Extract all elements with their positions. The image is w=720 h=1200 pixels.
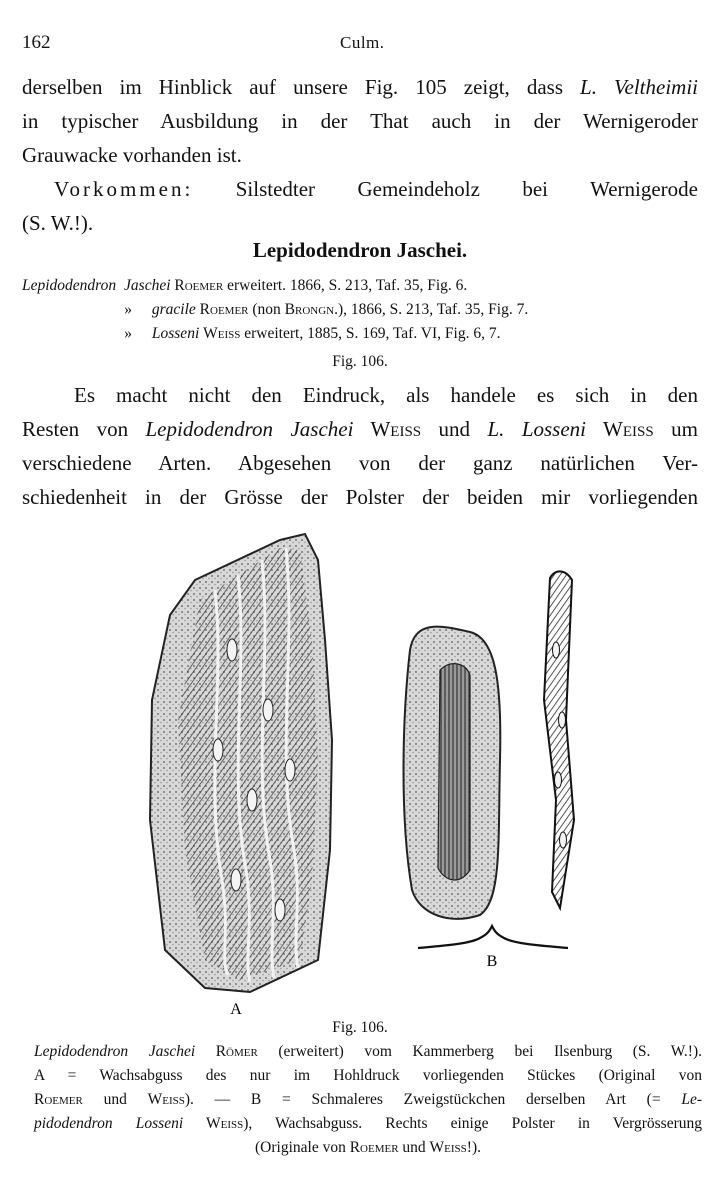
figure-reference: Fig. 106.: [332, 353, 388, 370]
figure-brace: [418, 926, 568, 948]
specimen-b-cushions: [544, 571, 574, 908]
occurrence-paragraph: [22, 172, 698, 240]
intro-paragraph: [22, 70, 698, 172]
intro-line-1: derselben im Hinblick auf unsere Fig. 105 zeigt, dass L. Veltheimii: [22, 75, 698, 99]
specimen-a: [150, 534, 332, 992]
page-number: 162: [22, 32, 51, 53]
synonym-line-2: » gracile Roemer (non Brongn.), 1866, S. 213, Taf. 35, Fig. 7.: [124, 301, 529, 318]
figure-label-a: A: [230, 1001, 242, 1018]
figure-106-illustration: [0, 520, 720, 1020]
occurrence-line-2: (S. W.!).: [22, 211, 94, 235]
section-heading: Lepidodendron Jaschei.: [252, 238, 468, 262]
intro-line-2: in typischer Ausbildung in der That auch in der Wernigeroder: [22, 109, 698, 133]
main-line-3: verschiedene Arten. Abgesehen von der ganz natürlichen Ver-: [22, 451, 698, 475]
caption-line-2: A = Wachsabguss des nur im Hohldruck vorliegenden Stückes (Original von: [34, 1067, 702, 1084]
specimen-b: [404, 627, 501, 919]
occurrence-label: Vorkommen:: [54, 177, 194, 201]
main-paragraph: [22, 378, 698, 514]
main-line-4: schiedenheit in der Grösse der Polster der beiden mir vorliegenden: [22, 485, 698, 509]
caption-line-3: Roemer und Weiss). — B = Schmaleres Zweigstückchen derselben Art (= Le-: [34, 1091, 702, 1108]
caption-line-5: (Originale von Roemer und Weiss!).: [255, 1139, 481, 1156]
main-line-2: Resten von Lepidodendron Jaschei Weiss und L. Losseni Weiss um: [22, 417, 698, 441]
occurrence-line-1: Vorkommen: Silstedter Gemeindeholz bei Wernigerode: [54, 177, 698, 201]
intro-line-3: Grauwacke vorhanden ist.: [22, 143, 242, 167]
main-line-1: Es macht nicht den Eindruck, als handele es sich in den: [74, 383, 698, 407]
figure-label: Fig. 106.: [332, 1019, 388, 1036]
caption-line-4: pidodendron Losseni Weiss), Wachsabguss. Rechts einige Polster in Vergrösserung: [34, 1115, 702, 1132]
running-title: Culm.: [340, 33, 385, 52]
caption-line-1: Lepidodendron Jaschei Römer (erweitert) vom Kammerberg bei Ilsenburg (S. W.!).: [34, 1043, 702, 1060]
figure-caption: [34, 1040, 702, 1160]
figure-label-b: B: [486, 953, 498, 970]
synonym-line-3: » Losseni Weiss erweitert, 1885, S. 169, Taf. VI, Fig. 6, 7.: [124, 325, 501, 342]
synonym-line-1: Lepidodendron Jaschei Roemer erweitert. 1866, S. 213, Taf. 35, Fig. 6.: [22, 277, 468, 294]
